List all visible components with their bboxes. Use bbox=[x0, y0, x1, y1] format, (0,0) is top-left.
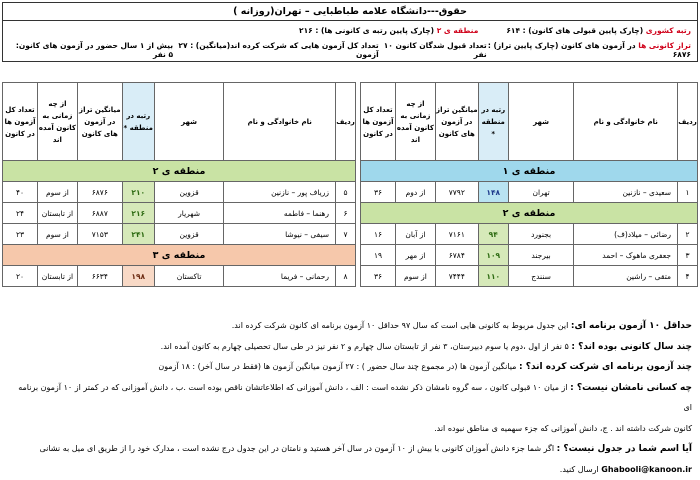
note-line bbox=[10, 460, 692, 480]
cell-count: ۴۰ bbox=[3, 182, 38, 203]
note-answer: میانگین آزمون ها (در مجموع چند سال حضور ) : ۲۷ آزمون میانگین آزمون ها (فقط در سال آخر) : ۱۸ آزمون bbox=[158, 362, 519, 371]
cell-count: ۳۶ bbox=[361, 266, 396, 287]
note-answer: کانون شرکت داشته اند . ج، دانش آموزانی که جزء سهمیه ی مناطق نبوده اند. bbox=[434, 424, 692, 433]
cell-row: ۱ bbox=[678, 182, 698, 203]
table-row bbox=[3, 203, 356, 224]
kanoon-rank-info bbox=[506, 26, 691, 35]
info-header bbox=[2, 2, 698, 62]
table-row bbox=[361, 182, 698, 203]
cell-row: ۷ bbox=[336, 224, 356, 245]
cell-rank: ۱۹۸ bbox=[122, 266, 154, 287]
cell-row: ۶ bbox=[336, 203, 356, 224]
results-table-right bbox=[360, 82, 698, 287]
cell-rank: ۲۱۶ bbox=[122, 203, 154, 224]
cell-since: از تابستان bbox=[37, 266, 77, 287]
region-text: (چارک پایین رتبه ی کانونی ها) : ۲۱۶ bbox=[299, 26, 437, 35]
cell-since: از آبان bbox=[395, 224, 435, 245]
cell-name: رضائی – میلاد(ف) bbox=[574, 224, 678, 245]
cell-since: از دوم bbox=[395, 182, 435, 203]
cell-score: ۶۶۳۴ bbox=[77, 266, 122, 287]
col-row: ردیف bbox=[678, 83, 698, 161]
col-name: نام خانوادگی و نام bbox=[224, 83, 336, 161]
region-label: منطقه ی ۱ bbox=[361, 161, 698, 182]
min-presence: بیش از ۱ سال حضور در آزمون های کانون: ۵ نفر bbox=[9, 41, 173, 59]
cell-city: تهران bbox=[508, 182, 574, 203]
cell-score: ۶۷۸۴ bbox=[435, 245, 478, 266]
cell-score: ۶۸۸۷ bbox=[77, 203, 122, 224]
table-row bbox=[3, 224, 356, 245]
cell-since: از تابستان bbox=[37, 203, 77, 224]
cell-score: ۶۸۷۶ bbox=[77, 182, 122, 203]
note-answer: ارسال کنید. bbox=[560, 465, 602, 474]
avg-exams: تعداد کل آزمون هایی که شرکت کرده اند(میانگین) : ۲۷ آزمون bbox=[173, 41, 379, 59]
cell-rank: ۱۱۰ bbox=[478, 266, 508, 287]
table-header-row bbox=[3, 83, 356, 161]
cell-since: از مهر bbox=[395, 245, 435, 266]
region-rank-info bbox=[299, 26, 478, 35]
cell-row: ۸ bbox=[336, 266, 356, 287]
score-label: تراز کانونی ها bbox=[638, 41, 691, 50]
col-score: میانگین تراز در آزمون های کانون bbox=[77, 83, 122, 161]
cell-city: قزوین bbox=[154, 182, 224, 203]
note-line bbox=[10, 316, 692, 337]
note-answer: این جدول مربوط به کانونی هایی است که سال ۹۷ حداقل ۱۰ آزمون برنامه ای کانون شرکت کرده اند. bbox=[232, 321, 571, 330]
cell-name: رحمانی – فریما bbox=[224, 266, 336, 287]
table-row bbox=[361, 224, 698, 245]
table-row bbox=[3, 182, 356, 203]
cell-since: از سوم bbox=[37, 224, 77, 245]
table-row bbox=[361, 266, 698, 287]
col-count: تعداد کل آزمون ها در کانون bbox=[3, 83, 38, 161]
region-label: منطقه ی ۲ bbox=[3, 161, 356, 182]
note-question: چه کسانی نامشان نیست؟ : bbox=[570, 383, 692, 393]
cell-count: ۲۳ bbox=[3, 224, 38, 245]
cell-city: تاکستان bbox=[154, 266, 224, 287]
col-row: ردیف bbox=[336, 83, 356, 161]
col-since: از چه زمانی به کانون آمده اند bbox=[395, 83, 435, 161]
cell-rank: ۲۴۱ bbox=[122, 224, 154, 245]
region-row bbox=[3, 245, 356, 266]
note-question: حداقل ۱۰ آزمون برنامه ای: bbox=[571, 321, 692, 331]
table-row bbox=[3, 266, 356, 287]
note-answer: اگر شما جزء دانش آموزان کانونی با بیش از ۱۰ آزمون در سال آخر هستید و نامتان در این جدول درج نشده است ، مدارک خود را از طریق ای میل به نشانی bbox=[39, 444, 556, 453]
page-title: حقوق---دانشگاه علامه طباطبایی – تهران(روزانه ) bbox=[3, 3, 697, 21]
accepted-count: تعداد قبول شدگان کانون ۱۰ نفر bbox=[379, 41, 487, 59]
cell-name: سیفی – نیوشا bbox=[224, 224, 336, 245]
cell-name: جعفری ماهوک – احمد bbox=[574, 245, 678, 266]
col-score: میانگین تراز در آزمون های کانون bbox=[435, 83, 478, 161]
cell-score: ۷۱۶۱ bbox=[435, 224, 478, 245]
cell-count: ۱۶ bbox=[361, 224, 396, 245]
note-line bbox=[10, 357, 692, 378]
cell-city: بیرجند bbox=[508, 245, 574, 266]
note-question: چند آزمون برنامه ای شرکت کرده اند؟ : bbox=[519, 362, 692, 372]
table-header-row bbox=[361, 83, 698, 161]
cell-score: ۷۱۵۳ bbox=[77, 224, 122, 245]
note-line bbox=[10, 378, 692, 419]
col-since: از چه زمانی به کانون آمده اند bbox=[37, 83, 77, 161]
table-row bbox=[361, 245, 698, 266]
region-row bbox=[3, 161, 356, 182]
cell-city: شهریار bbox=[154, 203, 224, 224]
results-table-left bbox=[2, 82, 356, 287]
cell-city: سنندج bbox=[508, 266, 574, 287]
col-city: شهر bbox=[508, 83, 574, 161]
note-line bbox=[10, 419, 692, 440]
cell-rank: ۱۰۹ bbox=[478, 245, 508, 266]
contact-email-link[interactable]: Ghabooli@kanoon.ir bbox=[601, 465, 692, 474]
col-rank: رتبه در منطقه * bbox=[122, 83, 154, 161]
col-name: نام خانوادگی و نام bbox=[574, 83, 678, 161]
col-rank: رتبه در منطقه * bbox=[478, 83, 508, 161]
cell-row: ۴ bbox=[678, 266, 698, 287]
note-question: آیا اسم شما در جدول نیست؟ : bbox=[557, 444, 692, 454]
cell-count: ۲۰ bbox=[3, 266, 38, 287]
cell-rank: ۹۴ bbox=[478, 224, 508, 245]
cell-name: متقی – راشین bbox=[574, 266, 678, 287]
cell-count: ۳۶ bbox=[361, 182, 396, 203]
cell-name: زریاف پور – نازنین bbox=[224, 182, 336, 203]
note-question: چند سال کانونی بوده اند؟ : bbox=[571, 342, 692, 352]
cell-name: سعیدی – نازنین bbox=[574, 182, 678, 203]
region-label: منطقه ی ۳ bbox=[3, 245, 356, 266]
header-row-2 bbox=[3, 40, 697, 59]
cell-city: قزوین bbox=[154, 224, 224, 245]
kanoon-rank-text: (چارک پایین قبولی های کانون) : ۶۱۴ bbox=[506, 26, 645, 35]
region-label: منطقه ی ۲ bbox=[361, 203, 698, 224]
col-city: شهر bbox=[154, 83, 224, 161]
cell-since: از سوم bbox=[395, 266, 435, 287]
cell-name: رهنما – فاطمه bbox=[224, 203, 336, 224]
cell-count: ۱۹ bbox=[361, 245, 396, 266]
cell-score: ۷۷۹۲ bbox=[435, 182, 478, 203]
note-answer: از میان ۱۰ قبولی کانون ، سه گروه نامشان ذکر نشده است : الف ، دانش آموزانی که اطلاعاتشان ناقص بوده است .ب ، دانش آموزانی که در کمتر از ۱۰ آزمون برنامه ای bbox=[18, 383, 692, 413]
cell-rank: ۱۴۸ bbox=[478, 182, 508, 203]
cell-count: ۲۴ bbox=[3, 203, 38, 224]
region-row bbox=[361, 161, 698, 182]
col-count: تعداد کل آزمون ها در کانون bbox=[361, 83, 396, 161]
score-info bbox=[487, 41, 691, 59]
region-label: منطقه ی ۲ bbox=[437, 26, 479, 35]
cell-city: بجنورد bbox=[508, 224, 574, 245]
cell-row: ۲ bbox=[678, 224, 698, 245]
cell-row: ۵ bbox=[336, 182, 356, 203]
note-line bbox=[10, 439, 692, 460]
cell-rank: ۲۱۰ bbox=[122, 182, 154, 203]
cell-row: ۳ bbox=[678, 245, 698, 266]
note-line bbox=[10, 337, 692, 358]
score-text: در آزمون های کانون (چارک پایین تراز) : ۶۸۷۶ bbox=[488, 41, 691, 59]
kanoon-rank-label: رتبه کشوری bbox=[646, 26, 691, 35]
region-row bbox=[361, 203, 698, 224]
header-row-1 bbox=[3, 21, 697, 40]
cell-since: از سوم bbox=[37, 182, 77, 203]
cell-score: ۷۴۴۴ bbox=[435, 266, 478, 287]
note-answer: ۵ نفر از اول ،دوم یا سوم دبیرستان، ۳ نفر از تابستان سال چهارم و ۲ نفر نیز در طی سال تحصیلی چهارم به کانون آمده اند. bbox=[161, 342, 572, 351]
notes-section bbox=[10, 316, 692, 480]
